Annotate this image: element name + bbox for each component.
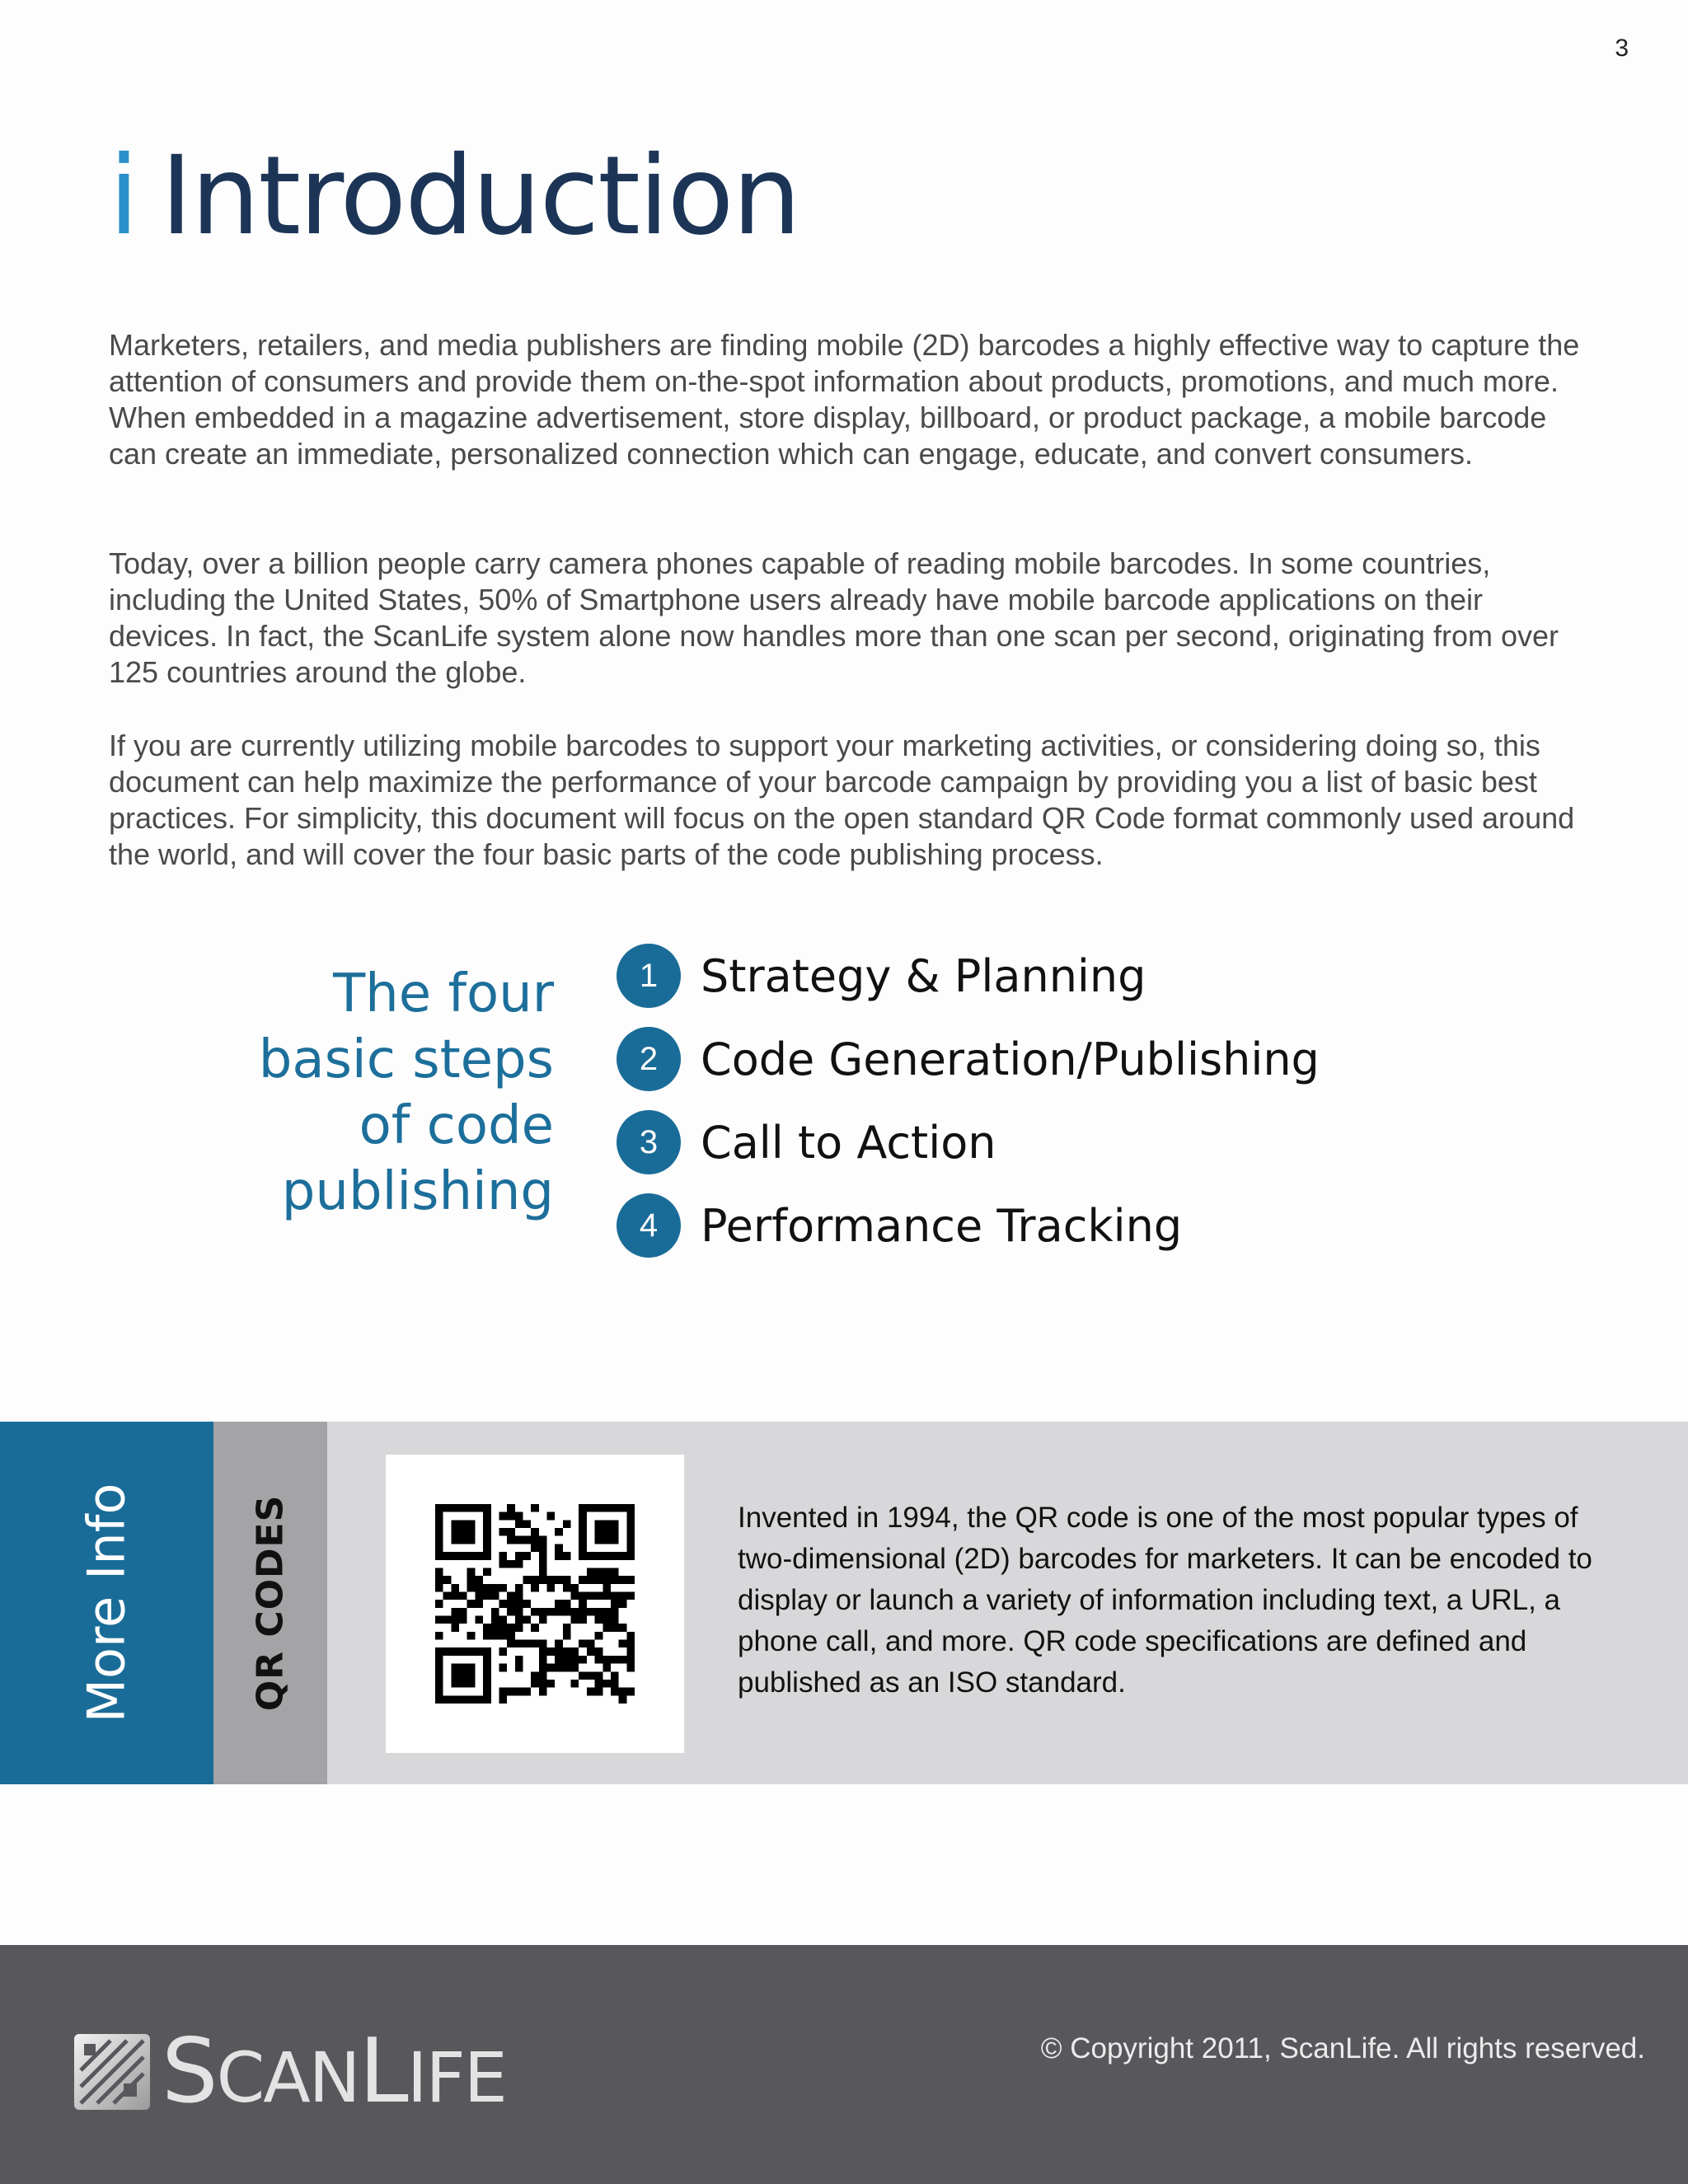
step-item — [617, 1193, 1182, 1258]
logo-letters: CAN — [216, 2037, 359, 2118]
scanlife-logo-icon — [73, 2032, 152, 2111]
step-item — [617, 943, 1146, 1009]
steps-heading-line: basic steps — [258, 1029, 554, 1090]
logo-letter: S — [162, 2020, 217, 2123]
page-title — [109, 133, 800, 260]
step-number-badge: 1 — [617, 944, 681, 1008]
paragraph-statistics: Today, over a billion people carry camera phones capable of reading mobile barcodes. In some countries, including the United States, 50% of Smartphone users already have mobile barcode applications on their devices. In fact, the ScanLife system alone now handles more than one scan per second, originating from over 125 countries around the globe. — [109, 546, 1559, 689]
footer — [0, 1945, 1688, 2184]
steps-heading-line: The four — [333, 963, 554, 1024]
page-number: 3 — [1615, 35, 1629, 62]
title-info-mark: i — [109, 133, 138, 260]
paragraph-intro: Marketers, retailers, and media publishers are finding mobile (2D) barcodes a highly effective way to capture the attention of consumers and provide them on-the-spot information about products, promotions, and much more. When embedded in a magazine advertisement, store display, billboard, or product package, a mobile barcode can create an immediate, personalized connection which can engage, educate, and convert consumers. — [109, 328, 1580, 471]
title-text: Introduction — [160, 133, 800, 260]
logo-letter: L — [359, 2020, 407, 2123]
qr-code-description: Invented in 1994, the QR code is one of the most popular types of two-dimensional (2D) barcodes for marketers. It can be encoded to display or launch a variety of information including text, a URL, a phone call, and more. QR code specifications are defined and published as an ISO standard. — [738, 1502, 1592, 1699]
qr-code-image[interactable] — [386, 1455, 684, 1753]
qr-codes-tab — [213, 1422, 327, 1784]
step-number-badge: 4 — [617, 1193, 681, 1258]
step-item — [617, 1109, 996, 1175]
step-number-badge: 2 — [617, 1027, 681, 1091]
steps-heading-line: publishing — [281, 1161, 554, 1222]
step-label: Call to Action — [701, 1116, 996, 1169]
logo-letters: IFE — [406, 2037, 506, 2118]
steps-heading-line: of code — [359, 1095, 554, 1156]
more-info-label: More Info — [76, 1483, 137, 1723]
scanlife-logo — [73, 2020, 506, 2123]
step-label: Performance Tracking — [701, 1199, 1183, 1252]
step-number-badge: 3 — [617, 1110, 681, 1174]
copyright-notice: © Copyright 2011, ScanLife. All rights reserved. — [1040, 2032, 1645, 2064]
scanlife-logo-text — [162, 2020, 506, 2123]
step-label: Code Generation/Publishing — [701, 1033, 1320, 1085]
step-label: Strategy & Planning — [701, 949, 1146, 1002]
more-info-band — [0, 1422, 1688, 1784]
step-item — [617, 1026, 1320, 1092]
steps-heading — [165, 961, 554, 1225]
qr-codes-label: QR CODES — [249, 1494, 292, 1712]
paragraph-purpose: If you are currently utilizing mobile barcodes to support your marketing activities, or considering doing so, this document can help maximize the performance of your barcode campaign by providing you a list of basic best practices. For simplicity, this document will focus on the open standard QR Code format commonly used around the world, and will cover the four basic parts of the code publishing process. — [109, 729, 1575, 871]
qr-code-icon — [435, 1504, 635, 1704]
more-info-tab — [0, 1422, 213, 1784]
